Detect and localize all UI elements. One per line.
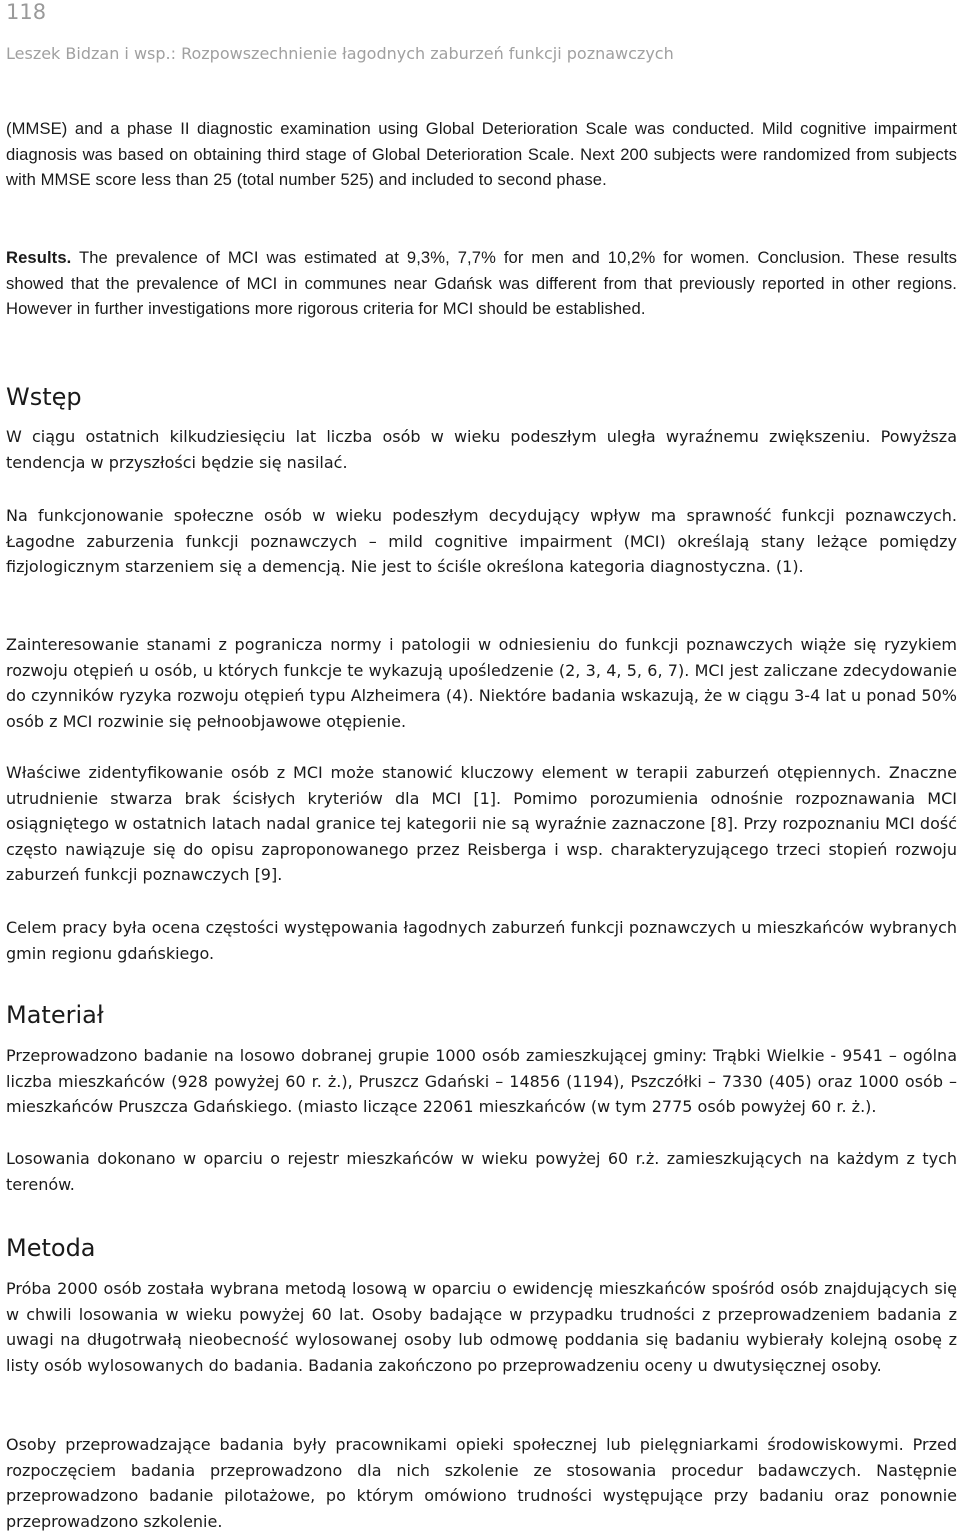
section-heading-material: Materiał: [6, 1001, 104, 1029]
running-header: [6, 44, 674, 63]
wstep-paragraph-5-block: [6, 915, 957, 966]
metoda-paragraph: Osoby przeprowadzające badania były pracownikami opieki społecznej lub pielęgniarkami środowiskowymi. Przed rozpoczęciem badania przeprowadzono dla nich szkolenie ze stosowania procedur badawczych. Następnie przeprowadzono badanie pilotażowe, po którym omówiono trudności występujące przy badaniu oraz ponownie przeprowadzono szkolenie.: [6, 1435, 957, 1531]
material-paragraph-1-block: [6, 1043, 957, 1120]
wstep-paragraph: Zainteresowanie stanami z pogranicza normy i patologii w odniesieniu do funkcji poznawczych wiąże się ryzykiem rozwoju otępień u osób, u których funkcje te wykazują upośledzenie (2, 3, 4, 5, 6, 7). MCI jest zaliczane zdecydowanie do czynników ryzyka rozwoju otępień typu Alzheimera (4). Niektóre badania wskazują, że w ciągu 3-4 lat u ponad 50% osób z MCI rozwinie się pełnoobjawowe otępienie.: [6, 635, 957, 731]
results-label: Results.: [6, 248, 72, 267]
abstract: [6, 116, 957, 193]
conclusion-text: These results showed that the prevalence of MCI in communes near Gdańsk was different from that previously reported in other regions. However in further investigations more rigorous criteria for MCI should be established.: [6, 248, 957, 319]
conclusion-label: Conclusion.: [757, 248, 846, 267]
material-paragraph: Losowania dokonano w oparciu o rejestr mieszkańców w wieku powyżej 60 r.ż. zamieszkujących na każdym z tych terenów.: [6, 1149, 957, 1194]
metoda-paragraph-1-block: [6, 1276, 957, 1378]
wstep-paragraph-3-block: [6, 632, 957, 734]
abstract-results-paragraph: [6, 245, 957, 322]
wstep-paragraph: Właściwe zidentyfikowanie osób z MCI może stanowić kluczowy element w terapii zaburzeń otępiennych. Znaczne utrudnienie stwarza brak ścisłych kryteriów dla MCI [1]. Pomimo porozumienia odnośnie rozpoznawania MCI osiągniętego w ostatnich latach nadal granice tej kategorii nie są wyraźnie zaznaczone [8]. Przy rozpoznaniu MCI dość często nawiązuje się do opisu zaproponowanego przez Reisberga i wsp. charakteryzującego trzeci stopień rozwoju zaburzeń funkcji poznawczych [9].: [6, 763, 957, 885]
material-paragraph-2-block: [6, 1146, 957, 1197]
abstract-results: [6, 245, 957, 322]
abstract-paragraph: (MMSE) and a phase II diagnostic examination using Global Deterioration Scale was conducted. Mild cognitive impairment diagnosis was based on obtaining third stage of Global Deterioration Scale. Next 200 subjects were randomized from subjects with MMSE score less than 25 (total number 525) and included to second phase.: [6, 119, 957, 190]
wstep-paragraph-2-block: [6, 503, 957, 580]
wstep-paragraph: Celem pracy była ocena częstości występowania łagodnych zaburzeń funkcji poznawczych u mieszkańców wybranych gmin regionu gdańskiego.: [6, 918, 957, 963]
metoda-paragraph: Próba 2000 osób została wybrana metodą losową w oparciu o ewidencję mieszkańców spośród osób znajdujących się w chwili losowania w wieku powyżej 60 lat. Osoby badające w przypadku trudności z przeprowadzeniem badania z uwagi na długotrwałą nieobecność wylosowanej osoby lub odmowę poddania się badaniu wybierały kolejną osobę z listy osób wylosowanych do badania. Badania zakończono po przeprowadzeniu oceny u dwutysięcznej osoby.: [6, 1279, 957, 1375]
header-authors: Leszek Bidzan i wsp.: [6, 44, 171, 63]
wstep-paragraph-1-block: [6, 424, 957, 475]
header-title: Rozpowszechnienie łagodnych zaburzeń funkcji poznawczych: [181, 44, 674, 63]
results-text: The prevalence of MCI was estimated at 9,3%, 7,7% for men and 10,2% for women.: [71, 248, 758, 267]
wstep-paragraph: Na funkcjonowanie społeczne osób w wieku podeszłym decydujący wpływ ma sprawność funkcji poznawczych. Łagodne zaburzenia funkcji poznawczych – mild cognitive impairment (MCI) określają stany leżące pomiędzy fizjologicznym starzeniem się a demencją. Nie jest to ściśle określona kategoria diagnostyczna. (1).: [6, 506, 957, 577]
material-paragraph: Przeprowadzono badanie na losowo dobranej grupie 1000 osób zamieszkującej gminy: Trąbki Wielkie - 9541 – ogólna liczba mieszkańców (928 powyżej 60 r. ż.), Pruszcz Gdański – 14856 (1194), Pszczółki – 7330 (405) oraz 1000 osób – mieszkańców Pruszcza Gdańskiego. (miasto liczące 22061 mieszkańców (w tym 2775 osób powyżej 60 r. ż.).: [6, 1046, 957, 1117]
section-heading-metoda: Metoda: [6, 1234, 96, 1262]
section-heading-wstep: Wstęp: [6, 383, 82, 411]
header-separator: :: [170, 44, 182, 63]
wstep-paragraph-4-block: [6, 760, 957, 888]
wstep-paragraph: W ciągu ostatnich kilkudziesięciu lat liczba osób w wieku podeszłym uległa wyraźnemu zwiększeniu. Powyższa tendencja w przyszłości będzie się nasilać.: [6, 427, 957, 472]
page-number: 118: [6, 0, 47, 24]
metoda-paragraph-2-block: [6, 1432, 957, 1534]
